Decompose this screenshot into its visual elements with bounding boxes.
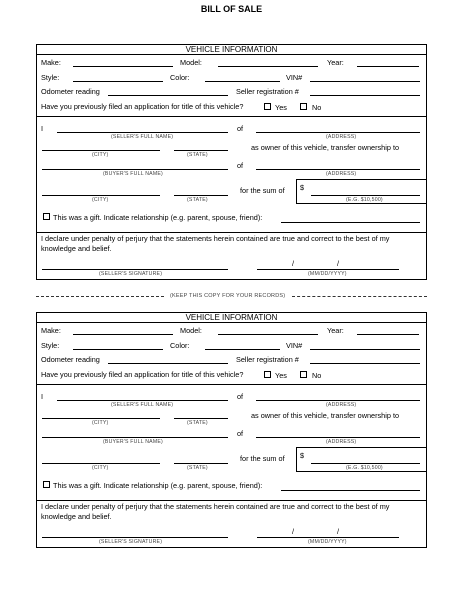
sellers-signature-field[interactable] (42, 537, 228, 538)
date-slash-1: / (292, 527, 295, 536)
yes-label: Yes (275, 103, 287, 112)
keep-copy-note: (KEEP THIS COPY FOR YOUR RECORDS) (170, 293, 286, 299)
sale-date-field[interactable] (257, 537, 399, 538)
no-label: No (312, 103, 322, 112)
vehicle-information-heading: VEHICLE INFORMATION (185, 45, 278, 54)
seller-city-caption: (CITY) (92, 152, 109, 158)
style-field[interactable] (73, 81, 163, 82)
relationship-field[interactable] (281, 222, 420, 223)
sale-date-field[interactable] (257, 269, 399, 270)
declaration-text: I declare under penalty of perjury that the statements herein contained are true and correct to the best of my knowledge and belief. (41, 502, 390, 521)
vin-label: VIN# (286, 73, 303, 82)
odometer-label: Odometer reading (41, 355, 100, 364)
cut-line-left (36, 296, 164, 297)
model-label: Model: (180, 58, 202, 67)
buyer-city-caption: (CITY) (92, 197, 109, 203)
no-checkbox[interactable] (300, 103, 307, 110)
previously-filed-question: Have you previously filed an application for title of this vehicle? (41, 102, 244, 111)
buyer-state-field[interactable] (174, 463, 228, 464)
relationship-field[interactable] (281, 490, 420, 491)
date-slash-1: / (292, 259, 295, 268)
seller-state-field[interactable] (174, 418, 228, 419)
vehicle-information-heading: VEHICLE INFORMATION (185, 313, 278, 322)
gift-checkbox[interactable] (43, 213, 50, 220)
buyer-city-caption: (CITY) (92, 465, 109, 471)
of-label-buyer: of (237, 161, 244, 170)
seller-registration-field[interactable] (310, 95, 420, 96)
i-label: I (41, 124, 44, 133)
style-field[interactable] (73, 349, 163, 350)
sale-amount-field[interactable] (311, 463, 420, 464)
sellers-full-name-caption: (SELLER'S FULL NAME) (111, 402, 174, 408)
buyer-state-caption: (STATE) (187, 197, 208, 203)
yes-checkbox[interactable] (264, 371, 271, 378)
buyer-address-caption: (ADDRESS) (326, 171, 357, 177)
transfer-ownership-text: as owner of this vehicle, transfer ownership to (251, 411, 400, 420)
yes-label: Yes (275, 371, 287, 380)
heading-underline (36, 54, 427, 55)
style-label: Style: (41, 341, 60, 350)
seller-address-field[interactable] (256, 400, 420, 401)
no-checkbox[interactable] (300, 371, 307, 378)
make-field[interactable] (73, 66, 173, 67)
dollar-sign: $ (300, 451, 305, 460)
odometer-field[interactable] (108, 95, 228, 96)
year-label: Year: (327, 326, 344, 335)
date-slash-2: / (337, 527, 340, 536)
seller-city-field[interactable] (42, 150, 160, 151)
sellers-signature-caption: (SELLER'S SIGNATURE) (99, 539, 163, 545)
sellers-signature-field[interactable] (42, 269, 228, 270)
date-format-caption: (MM/DD/YYYY) (308, 271, 347, 277)
color-label: Color: (170, 341, 190, 350)
sum-of-label: for the sum of (240, 454, 285, 463)
of-label: of (237, 124, 244, 133)
seller-state-caption: (STATE) (187, 420, 208, 426)
date-slash-2: / (337, 259, 340, 268)
seller-state-caption: (STATE) (187, 152, 208, 158)
cut-line-right (292, 296, 427, 297)
amount-example-caption: (E.G. $10,500) (346, 197, 383, 203)
model-field[interactable] (218, 334, 318, 335)
style-label: Style: (41, 73, 60, 82)
buyer-address-caption: (ADDRESS) (326, 439, 357, 445)
of-label-buyer: of (237, 429, 244, 438)
seller-address-caption: (ADDRESS) (326, 402, 357, 408)
color-field[interactable] (205, 349, 280, 350)
seller-address-caption: (ADDRESS) (326, 134, 357, 140)
seller-registration-field[interactable] (310, 363, 420, 364)
vin-label: VIN# (286, 341, 303, 350)
seller-city-caption: (CITY) (92, 420, 109, 426)
buyers-full-name-field[interactable] (42, 437, 228, 438)
dollar-sign: $ (300, 183, 305, 192)
make-label: Make: (41, 326, 61, 335)
vin-field[interactable] (310, 81, 420, 82)
transfer-ownership-text: as owner of this vehicle, transfer ownership to (251, 143, 400, 152)
color-label: Color: (170, 73, 190, 82)
of-label: of (237, 392, 244, 401)
seller-city-field[interactable] (42, 418, 160, 419)
buyer-address-field[interactable] (256, 169, 420, 170)
buyers-full-name-field[interactable] (42, 169, 228, 170)
vin-field[interactable] (310, 349, 420, 350)
sellers-full-name-field[interactable] (57, 132, 228, 133)
date-format-caption: (MM/DD/YYYY) (308, 539, 347, 545)
buyer-state-caption: (STATE) (187, 465, 208, 471)
gift-relationship-label: This was a gift. Indicate relationship (e.g. parent, spouse, friend): (53, 213, 263, 222)
year-field[interactable] (357, 334, 419, 335)
seller-registration-label: Seller registration # (236, 355, 299, 364)
year-field[interactable] (357, 66, 419, 67)
buyer-city-field[interactable] (42, 195, 160, 196)
seller-registration-label: Seller registration # (236, 87, 299, 96)
buyers-full-name-caption: (BUYER'S FULL NAME) (103, 439, 163, 445)
sellers-signature-caption: (SELLER'S SIGNATURE) (99, 271, 163, 277)
buyer-address-field[interactable] (256, 437, 420, 438)
i-label: I (41, 392, 44, 401)
gift-checkbox[interactable] (43, 481, 50, 488)
buyer-state-field[interactable] (174, 195, 228, 196)
previously-filed-question: Have you previously filed an application for title of this vehicle? (41, 370, 244, 379)
buyer-city-field[interactable] (42, 463, 160, 464)
sellers-full-name-caption: (SELLER'S FULL NAME) (111, 134, 174, 140)
model-field[interactable] (218, 66, 318, 67)
seller-address-field[interactable] (256, 132, 420, 133)
odometer-field[interactable] (108, 363, 228, 364)
heading-underline (36, 322, 427, 323)
color-field[interactable] (205, 81, 280, 82)
seller-state-field[interactable] (174, 150, 228, 151)
yes-checkbox[interactable] (264, 103, 271, 110)
no-label: No (312, 371, 322, 380)
make-label: Make: (41, 58, 61, 67)
make-field[interactable] (73, 334, 173, 335)
odometer-label: Odometer reading (41, 87, 100, 96)
year-label: Year: (327, 58, 344, 67)
document-title: BILL OF SALE (200, 4, 263, 14)
sum-of-label: for the sum of (240, 186, 285, 195)
gift-relationship-label: This was a gift. Indicate relationship (e.g. parent, spouse, friend): (53, 481, 263, 490)
sale-amount-field[interactable] (311, 195, 420, 196)
model-label: Model: (180, 326, 202, 335)
buyers-full-name-caption: (BUYER'S FULL NAME) (103, 171, 163, 177)
declaration-text: I declare under penalty of perjury that the statements herein contained are true and correct to the best of my knowledge and belief. (41, 234, 390, 253)
sellers-full-name-field[interactable] (57, 400, 228, 401)
amount-example-caption: (E.G. $10,500) (346, 465, 383, 471)
